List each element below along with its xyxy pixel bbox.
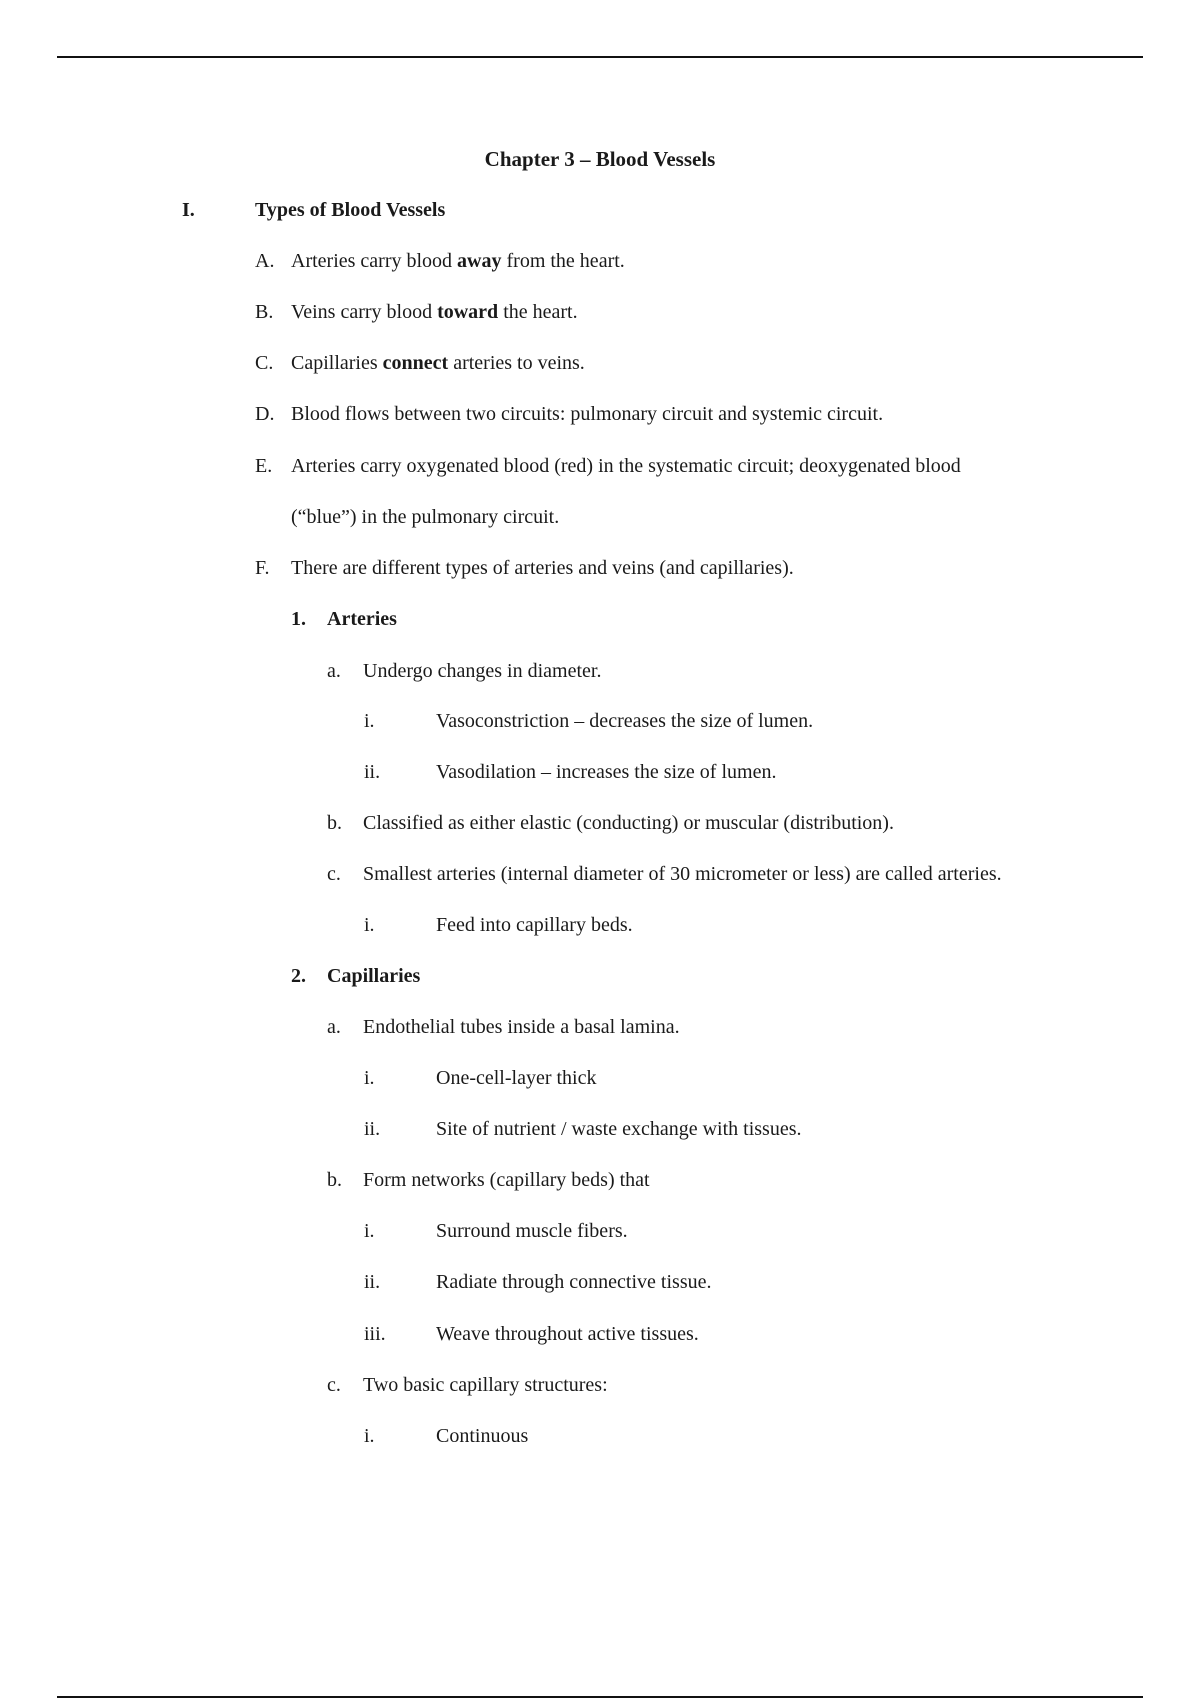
emphasis-text: toward <box>437 301 499 323</box>
header-rule <box>57 56 1143 58</box>
list-label: C. <box>255 352 274 374</box>
list-text: Arteries carry oxygenated blood (red) in the systematic circuit; deoxygenated blood <box>291 455 961 477</box>
text-part: from the heart. <box>501 250 625 272</box>
chapter-title: Chapter 3 – Blood Vessels <box>484 147 716 171</box>
list-text: Vasoconstriction – decreases the size of lumen. <box>436 710 814 732</box>
list-label: F. <box>255 557 270 579</box>
list-text: Blood flows between two circuits: pulmonary circuit and systemic circuit. <box>291 403 884 425</box>
list-label: D. <box>255 403 275 425</box>
emphasis-text: connect <box>382 352 449 374</box>
list-text <box>291 249 625 273</box>
list-label: iii. <box>364 1323 386 1345</box>
list-text: One-cell-layer thick <box>436 1067 597 1089</box>
list-text: Undergo changes in diameter. <box>363 660 602 682</box>
list-label: a. <box>327 1016 341 1038</box>
list-label: a. <box>327 660 341 682</box>
list-label: ii. <box>364 1118 381 1140</box>
list-label: i. <box>364 1425 375 1447</box>
text-part: Capillaries <box>291 352 383 374</box>
list-text: Surround muscle fibers. <box>436 1220 628 1242</box>
list-label: c. <box>327 863 341 885</box>
text-part: Veins carry blood <box>291 301 438 323</box>
subheading-number: 2. <box>291 965 306 987</box>
list-label: i. <box>364 914 375 936</box>
list-text <box>291 351 585 375</box>
subheading-text: Capillaries <box>327 965 421 987</box>
list-label: ii. <box>364 1271 381 1293</box>
list-text: Site of nutrient / waste exchange with tissues. <box>436 1118 802 1140</box>
list-text: Classified as either elastic (conducting) or muscular (distribution). <box>363 812 894 834</box>
list-text: Radiate through connective tissue. <box>436 1271 712 1293</box>
list-label: i. <box>364 1220 375 1242</box>
list-label: c. <box>327 1374 341 1396</box>
list-text: Two basic capillary structures: <box>363 1374 608 1396</box>
list-text: Feed into capillary beds. <box>436 914 633 936</box>
section-number: I. <box>182 199 195 221</box>
list-text: Form networks (capillary beds) that <box>363 1169 650 1191</box>
list-text: Continuous <box>436 1425 529 1447</box>
list-label: E. <box>255 455 273 477</box>
section-heading: Types of Blood Vessels <box>255 199 446 221</box>
list-label: b. <box>327 812 342 834</box>
list-label: ii. <box>364 761 381 783</box>
subheading-text: Arteries <box>327 608 397 630</box>
text-part: Arteries carry blood <box>291 250 458 272</box>
subheading-number: 1. <box>291 608 306 630</box>
list-text <box>291 300 578 324</box>
list-label: i. <box>364 1067 375 1089</box>
list-text: Vasodilation – increases the size of lumen. <box>436 761 777 783</box>
text-part: arteries to veins. <box>448 352 585 374</box>
list-text: Endothelial tubes inside a basal lamina. <box>363 1016 680 1038</box>
list-text: Weave throughout active tissues. <box>436 1323 699 1345</box>
list-text: Smallest arteries (internal diameter of 30 micrometer or less) are called arteries. <box>363 863 1002 885</box>
list-item-e-continuation: (“blue”) in the pulmonary circuit. <box>291 506 560 528</box>
list-label: A. <box>255 250 275 272</box>
list-label: i. <box>364 710 375 732</box>
text-part: the heart. <box>498 301 578 323</box>
list-label: b. <box>327 1169 342 1191</box>
footer-rule <box>57 1696 1143 1698</box>
list-text: There are different types of arteries and veins (and capillaries). <box>291 557 794 579</box>
emphasis-text: away <box>457 250 502 272</box>
list-label: B. <box>255 301 274 323</box>
